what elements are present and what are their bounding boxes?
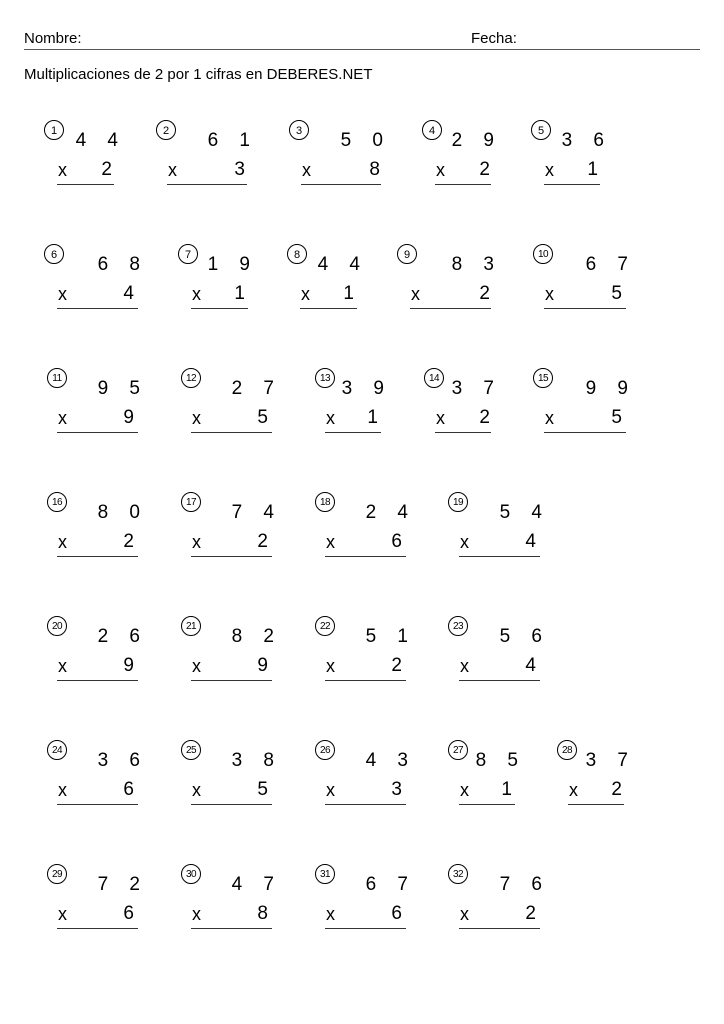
problem-number-badge: 3 (289, 120, 309, 140)
multiplicand: 8 0 (97, 502, 148, 523)
multiplicand: 2 6 (97, 626, 148, 647)
multiplicand: 5 1 (365, 626, 416, 647)
problem-number-badge: 15 (533, 368, 553, 388)
problem-number-badge: 7 (178, 244, 198, 264)
multiply-sign: x (58, 532, 67, 552)
multiplicand: 7 4 (231, 502, 282, 523)
answer-line (325, 804, 406, 805)
problem-number-badge: 13 (315, 368, 335, 388)
problem-number-badge: 18 (315, 492, 335, 512)
multiply-sign: x (58, 408, 67, 428)
multiply-sign: x (545, 160, 554, 180)
multiplier: 5 (611, 407, 630, 428)
multiply-sign: x (58, 904, 67, 924)
multiply-sign: x (192, 532, 201, 552)
multiply-sign: x (192, 780, 201, 800)
problem-number-badge: 25 (181, 740, 201, 760)
multiplier: 2 (479, 407, 498, 428)
problem-number-badge: 17 (181, 492, 201, 512)
problem-number-badge: 28 (557, 740, 577, 760)
worksheet-subtitle: Multiplicaciones de 2 por 1 cifras en DEBERES.NET (24, 66, 373, 83)
multiply-sign: x (436, 160, 445, 180)
multiplier: 5 (257, 407, 276, 428)
problem-number-badge: 24 (47, 740, 67, 760)
multiply-sign: x (326, 904, 335, 924)
multiplier: 9 (257, 655, 276, 676)
multiplicand: 7 2 (97, 874, 148, 895)
multiply-sign: x (326, 408, 335, 428)
multiply-sign: x (58, 284, 67, 304)
problem-number-badge: 30 (181, 864, 201, 884)
multiplier: 1 (501, 779, 520, 800)
multiplier: 2 (101, 159, 120, 180)
answer-line (459, 680, 540, 681)
answer-line (57, 804, 138, 805)
multiply-sign: x (460, 656, 469, 676)
multiplier: 8 (257, 903, 276, 924)
problem-number-badge: 16 (47, 492, 67, 512)
multiplicand: 8 5 (475, 750, 526, 771)
answer-line (57, 680, 138, 681)
multiplier: 3 (234, 159, 253, 180)
answer-line (300, 308, 357, 309)
answer-line (325, 928, 406, 929)
answer-line (57, 556, 138, 557)
answer-line (459, 804, 515, 805)
multiplier: 9 (123, 407, 142, 428)
problem-number-badge: 4 (422, 120, 442, 140)
answer-line (57, 432, 138, 433)
multiplier: 6 (391, 903, 410, 924)
multiplicand: 9 9 (585, 378, 636, 399)
answer-line (435, 184, 491, 185)
multiply-sign: x (326, 532, 335, 552)
problem-number-badge: 27 (448, 740, 468, 760)
answer-line (57, 308, 138, 309)
multiplicand: 3 7 (451, 378, 502, 399)
multiplier: 2 (479, 159, 498, 180)
multiply-sign: x (545, 284, 554, 304)
multiply-sign: x (58, 656, 67, 676)
answer-line (435, 432, 491, 433)
problem-number-badge: 6 (44, 244, 64, 264)
answer-line (57, 184, 114, 185)
problem-number-badge: 14 (424, 368, 444, 388)
multiplier: 2 (257, 531, 276, 552)
problem-number-badge: 1 (44, 120, 64, 140)
multiplier: 4 (123, 283, 142, 304)
multiplier: 9 (123, 655, 142, 676)
multiplier: 2 (525, 903, 544, 924)
multiplier: 1 (343, 283, 362, 304)
multiplicand: 5 6 (499, 626, 550, 647)
answer-line (191, 432, 272, 433)
multiplicand: 5 4 (499, 502, 550, 523)
problem-number-badge: 20 (47, 616, 67, 636)
multiply-sign: x (301, 284, 310, 304)
problem-number-badge: 2 (156, 120, 176, 140)
multiply-sign: x (326, 656, 335, 676)
problem-number-badge: 8 (287, 244, 307, 264)
multiplicand: 6 7 (365, 874, 416, 895)
answer-line (191, 556, 272, 557)
answer-line (191, 804, 272, 805)
multiply-sign: x (192, 408, 201, 428)
problem-number-badge: 19 (448, 492, 468, 512)
multiplier: 6 (391, 531, 410, 552)
answer-line (301, 184, 381, 185)
multiply-sign: x (569, 780, 578, 800)
name-label: Nombre: (24, 30, 82, 47)
answer-line (191, 928, 272, 929)
answer-line (544, 184, 600, 185)
multiplicand: 4 3 (365, 750, 416, 771)
problem-number-badge: 32 (448, 864, 468, 884)
problem-number-badge: 10 (533, 244, 553, 264)
answer-line (459, 928, 540, 929)
multiplicand: 5 0 (340, 130, 391, 151)
header-divider (24, 49, 700, 50)
multiplicand: 1 9 (207, 254, 258, 275)
multiplier: 2 (611, 779, 630, 800)
problem-number-badge: 29 (47, 864, 67, 884)
problem-number-badge: 12 (181, 368, 201, 388)
multiplier: 4 (525, 655, 544, 676)
multiplicand: 2 9 (451, 130, 502, 151)
answer-line (325, 556, 406, 557)
multiply-sign: x (411, 284, 420, 304)
multiplicand: 8 2 (231, 626, 282, 647)
problem-number-badge: 11 (47, 368, 67, 388)
multiplicand: 6 7 (585, 254, 636, 275)
problem-number-badge: 31 (315, 864, 335, 884)
multiply-sign: x (192, 656, 201, 676)
multiply-sign: x (168, 160, 177, 180)
answer-line (167, 184, 247, 185)
multiplier: 5 (257, 779, 276, 800)
answer-line (325, 432, 381, 433)
multiply-sign: x (460, 904, 469, 924)
date-label: Fecha: (471, 30, 517, 47)
multiplier: 5 (611, 283, 630, 304)
multiplicand: 8 3 (451, 254, 502, 275)
answer-line (544, 432, 626, 433)
problem-number-badge: 22 (315, 616, 335, 636)
answer-line (410, 308, 491, 309)
multiplicand: 3 6 (97, 750, 148, 771)
answer-line (191, 308, 248, 309)
answer-line (57, 928, 138, 929)
multiply-sign: x (58, 780, 67, 800)
multiplicand: 7 6 (499, 874, 550, 895)
answer-line (459, 556, 540, 557)
multiplier: 1 (587, 159, 606, 180)
answer-line (325, 680, 406, 681)
multiply-sign: x (436, 408, 445, 428)
answer-line (191, 680, 272, 681)
multiplier: 6 (123, 779, 142, 800)
multiplicand: 6 1 (207, 130, 258, 151)
multiplier: 2 (479, 283, 498, 304)
multiplicand: 3 6 (561, 130, 612, 151)
multiplier: 4 (525, 531, 544, 552)
multiplicand: 9 5 (97, 378, 148, 399)
problem-number-badge: 21 (181, 616, 201, 636)
multiplier: 2 (123, 531, 142, 552)
multiplicand: 3 9 (341, 378, 392, 399)
multiplicand: 3 7 (585, 750, 636, 771)
multiplicand: 4 4 (75, 130, 126, 151)
problem-number-badge: 9 (397, 244, 417, 264)
multiplier: 2 (391, 655, 410, 676)
multiplicand: 2 7 (231, 378, 282, 399)
problem-number-badge: 23 (448, 616, 468, 636)
multiply-sign: x (460, 780, 469, 800)
multiply-sign: x (58, 160, 67, 180)
multiplier: 8 (369, 159, 388, 180)
multiplier: 6 (123, 903, 142, 924)
multiplier: 3 (391, 779, 410, 800)
problem-number-badge: 26 (315, 740, 335, 760)
multiplicand: 2 4 (365, 502, 416, 523)
multiplicand: 4 4 (317, 254, 368, 275)
multiply-sign: x (326, 780, 335, 800)
multiplier: 1 (367, 407, 386, 428)
multiplier: 1 (234, 283, 253, 304)
multiply-sign: x (192, 904, 201, 924)
multiplicand: 3 8 (231, 750, 282, 771)
multiply-sign: x (302, 160, 311, 180)
answer-line (568, 804, 624, 805)
multiply-sign: x (192, 284, 201, 304)
multiplicand: 4 7 (231, 874, 282, 895)
multiplicand: 6 8 (97, 254, 148, 275)
answer-line (544, 308, 626, 309)
problem-number-badge: 5 (531, 120, 551, 140)
multiply-sign: x (460, 532, 469, 552)
multiply-sign: x (545, 408, 554, 428)
